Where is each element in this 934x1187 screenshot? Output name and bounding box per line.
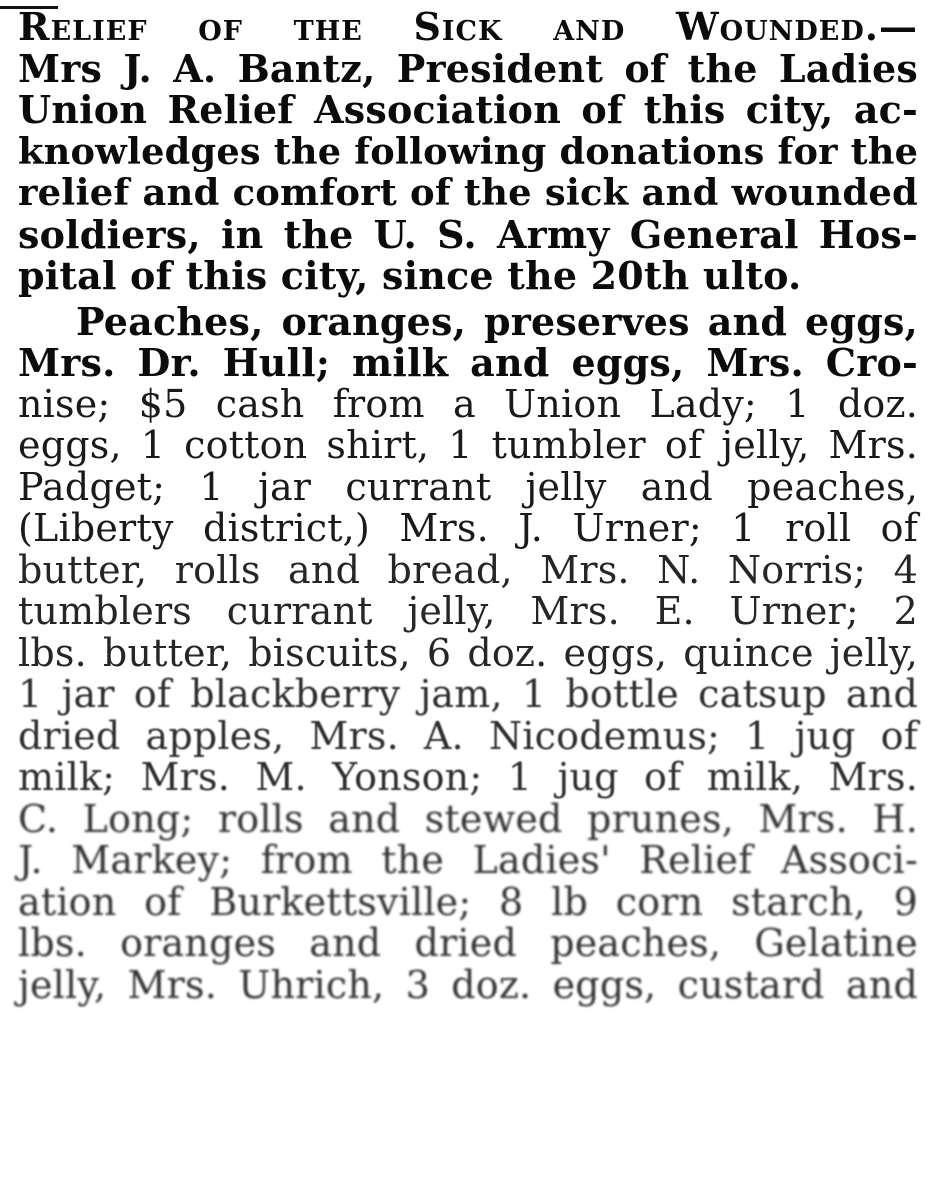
text-line: Peaches, oranges, preserves and eggs, — [76, 298, 918, 344]
text-line: C. Long; rolls and stewed prunes, Mrs. H. — [18, 796, 918, 841]
donations-paragraph — [18, 298, 918, 1007]
text-line: ation of Burkettsville; 8 lb corn starch, 9 — [18, 879, 918, 924]
text-line: knowledges the following donations for the — [18, 129, 919, 173]
text-line: Mrs. Dr. Hull; milk and eggs, Mrs. Cro- — [18, 340, 918, 385]
text-line: butter, rolls and bread, Mrs. N. Norris; 4 — [18, 547, 918, 592]
text-line: milk; Mrs. M. Yonson; 1 jug of milk, Mrs. — [18, 755, 918, 799]
text-line: relief and comfort of the sick and wounded — [18, 170, 918, 214]
text-line: Mrs J. A. Bantz, President of the Ladies — [18, 45, 918, 91]
text-line: pital of this city, since the 20th ulto. — [18, 253, 802, 298]
text-line: Padget; 1 jar currant jelly and peaches, — [18, 464, 918, 509]
text-line: dried apples, Mrs. A. Nicodemus; 1 jug of — [18, 713, 918, 758]
text-line: Union Relief Association of this city, ac- — [18, 87, 918, 132]
text-line: (Liberty district,) Mrs. J. Urner; 1 roll of — [18, 506, 918, 550]
text-line: eggs, 1 cotton shirt, 1 tumbler of jelly, Mrs. — [18, 423, 918, 467]
text-line: tumblers currant jelly, Mrs. E. Urner; 2 — [18, 589, 918, 633]
text-line: J. Markey; from the Ladies' Relief Associ- — [18, 838, 918, 882]
text-line: nise; $5 cash from a Union Lady; 1 doz. — [18, 381, 918, 426]
text-line: lbs. butter, biscuits, 6 doz. eggs, quince jelly, — [18, 630, 918, 675]
article-heading: Relief of the Sick and Wounded.— — [18, 4, 918, 49]
text-line: soldiers, in the U. S. Army General Hos- — [18, 211, 918, 257]
article-heading-paragraph — [18, 6, 918, 297]
article — [18, 6, 918, 1006]
text-line: lbs. oranges and dried peaches, Gelatine — [18, 921, 918, 965]
text-line: jelly, Mrs. Uhrich, 3 doz. eggs, custard and — [18, 962, 918, 1007]
text-line: 1 jar of blackberry jam, 1 bottle catsup and — [18, 672, 918, 716]
